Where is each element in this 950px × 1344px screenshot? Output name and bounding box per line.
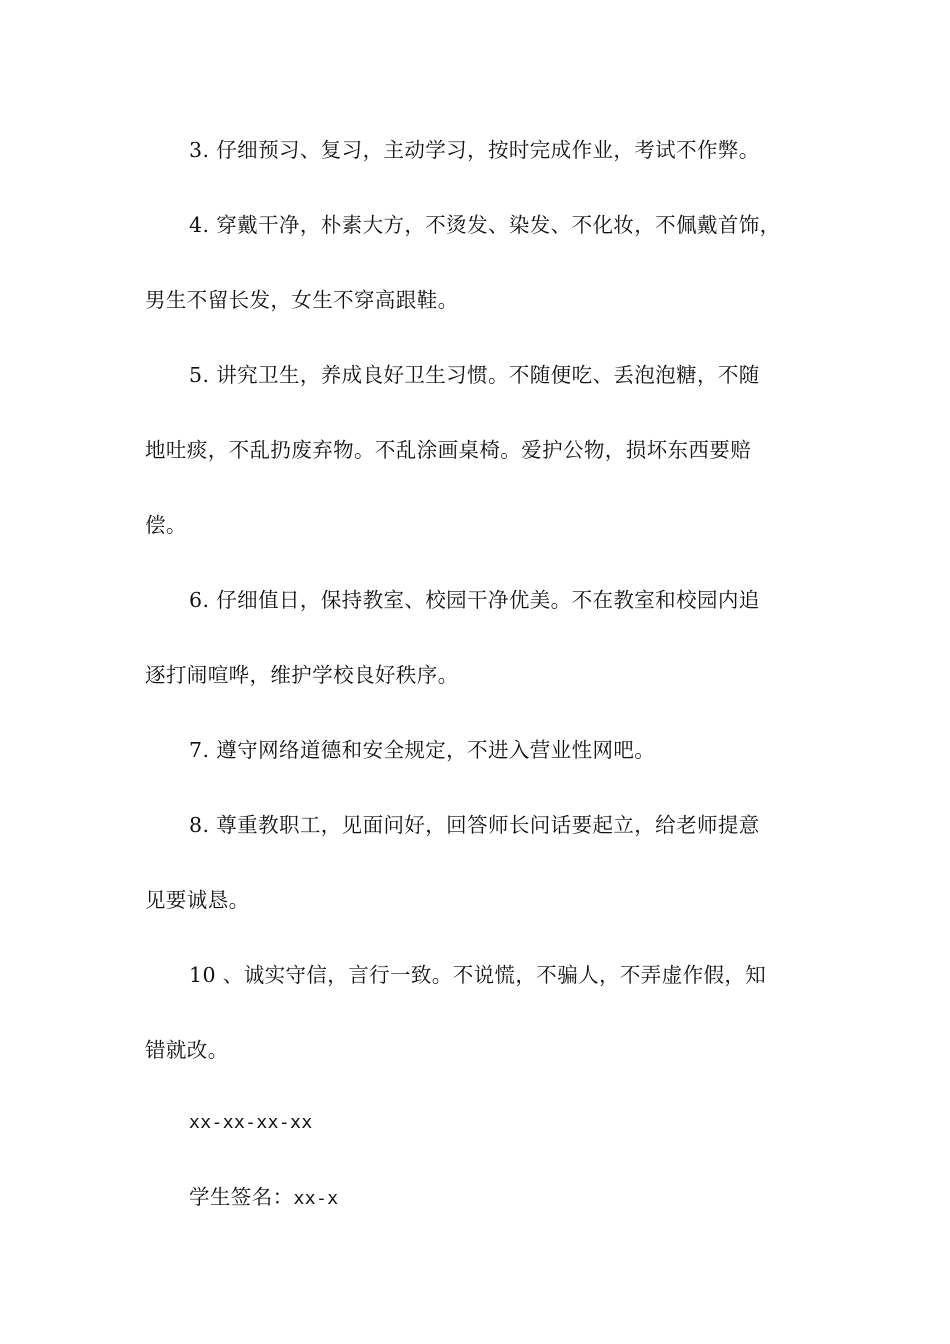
rule-8-line-2: 见要诚恳。 [145,888,250,912]
rule-4-line-1: 4. 穿戴干净，朴素大方，不烫发、染发、不化妆，不佩戴首饰， [189,213,781,237]
signature-label: 学生签名： [189,1185,294,1209]
rule-3-paragraph [145,113,810,188]
date-line [145,1085,810,1160]
rule-7-paragraph [145,713,810,788]
rule-10-paragraph [145,938,810,1088]
signature-value: xx-x [293,1188,339,1209]
rule-8-line-1: 8. 尊重教职工，见面问好，回答师长问话要起立，给老师提意 [189,813,760,837]
rule-6-paragraph [145,563,810,713]
rule-5-line-3: 偿。 [145,513,187,537]
rule-5-line-2: 地吐痰，不乱扔废弃物。不乱涂画桌椅。爱护公物，损坏东西要赔 [145,438,752,462]
rule-6-line-1: 6. 仔细值日，保持教室、校园干净优美。不在教室和校园内追 [189,588,760,612]
rule-8-paragraph [145,788,810,938]
rule-5-paragraph [145,338,810,563]
rule-6-line-2: 逐打闹喧哗，维护学校良好秩序。 [145,663,459,687]
rule-3-line-1: 3. 仔细预习、复习，主动学习，按时完成作业，考试不作弊。 [189,138,760,162]
rule-10-line-2: 错就改。 [145,1038,229,1062]
signature-line [145,1160,810,1236]
date-text: xx-xx-xx-xx [189,1112,313,1133]
rule-7-line-1: 7. 遵守网络道德和安全规定，不进入营业性网吧。 [189,738,656,762]
rule-4-line-2: 男生不留长发，女生不穿高跟鞋。 [145,288,459,312]
rule-5-line-1: 5. 讲究卫生，养成良好卫生习惯。不随便吃、丢泡泡糖，不随 [189,363,760,387]
rule-10-line-1: 10 、诚实守信，言行一致。不说慌，不骗人，不弄虚作假，知 [189,963,767,987]
rule-4-paragraph [145,188,810,338]
